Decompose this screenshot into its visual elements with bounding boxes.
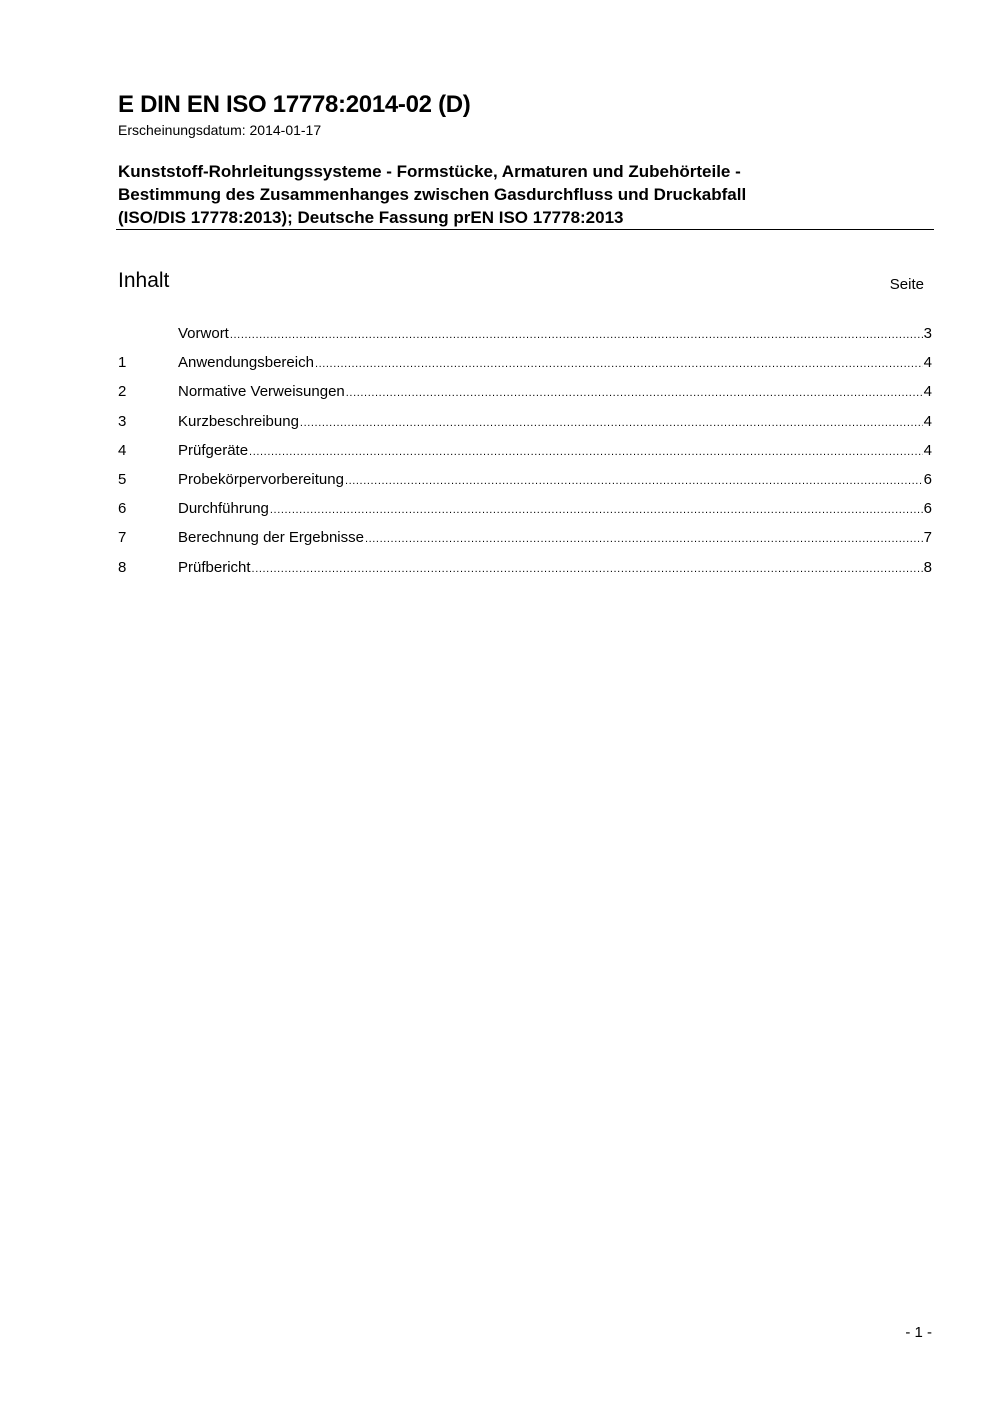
toc-entry-number: 4 xyxy=(118,441,127,459)
toc-entry-page: 7 xyxy=(923,529,932,547)
toc-entry-berechnung-der-ergebnisse[interactable] xyxy=(118,527,932,556)
toc-dot-leader xyxy=(230,324,923,346)
toc-entry-title: Prüfgeräte xyxy=(178,441,249,459)
toc-entry-title: Durchführung xyxy=(178,500,269,518)
toc-dot-leader xyxy=(345,470,923,492)
toc-entry-title: Vorwort xyxy=(178,325,229,342)
toc-entry-page: 4 xyxy=(923,354,932,372)
subtitle-line: Bestimmung des Zusammenhanges zwischen Gasdurchfluss und Druckabfall xyxy=(118,185,747,204)
toc-entry-number: 8 xyxy=(118,558,127,576)
toc-entry-durchfuehrung[interactable] xyxy=(118,498,932,527)
toc-entry-anwendungsbereich[interactable] xyxy=(118,352,932,381)
toc-entry-title: Probekörpervorbereitung xyxy=(178,470,344,488)
toc-entry-pruefgeraete[interactable] xyxy=(118,440,932,469)
publication-date: Erscheinungsdatum: 2014-01-17 xyxy=(118,122,322,138)
toc-entry-number: 2 xyxy=(118,383,127,401)
toc-entry-title: Anwendungsbereich xyxy=(178,354,314,372)
toc-entry-title: Prüfbericht xyxy=(178,558,251,576)
toc-entry-vorwort[interactable] xyxy=(118,323,932,352)
subtitle-line: (ISO/DIS 17778:2013); Deutsche Fassung prEN ISO 17778:2013 xyxy=(118,208,624,227)
document-subtitle xyxy=(118,160,918,229)
toc-entry-title: Kurzbeschreibung xyxy=(178,412,299,430)
toc-entry-pruefbericht[interactable] xyxy=(118,557,932,586)
toc-dot-leader xyxy=(346,382,923,404)
toc-dot-leader xyxy=(300,412,923,434)
toc-dot-leader xyxy=(365,528,923,550)
toc-entry-normative-verweisungen[interactable] xyxy=(118,381,932,410)
subtitle-line: Kunststoff-Rohrleitungssysteme - Formstücke, Armaturen und Zubehörteile - xyxy=(118,162,741,181)
toc-dot-leader xyxy=(270,499,923,521)
toc-entry-number: 6 xyxy=(118,500,127,518)
toc-dot-leader xyxy=(249,441,923,463)
toc-entry-number: 1 xyxy=(118,354,127,372)
document-title: E DIN EN ISO 17778:2014-02 (D) xyxy=(118,91,471,118)
toc-entry-page: 4 xyxy=(923,441,932,459)
toc-page-column-label: Seite xyxy=(889,276,924,293)
toc-entry-number: 5 xyxy=(118,470,127,488)
toc-heading: Inhalt xyxy=(118,269,170,292)
toc-entry-title: Normative Verweisungen xyxy=(178,383,345,401)
title-divider xyxy=(116,229,934,230)
toc-entry-kurzbeschreibung[interactable] xyxy=(118,411,932,440)
toc-entry-number: 7 xyxy=(118,529,127,547)
table-of-contents xyxy=(118,323,932,586)
toc-dot-leader xyxy=(252,558,923,580)
toc-entry-number: 3 xyxy=(118,412,127,430)
toc-entry-title: Berechnung der Ergebnisse xyxy=(178,529,364,547)
toc-entry-probekoerpervorbereitung[interactable] xyxy=(118,469,932,498)
toc-entry-page: 4 xyxy=(923,412,932,430)
toc-entry-page: 6 xyxy=(923,470,932,488)
page-number: - 1 - xyxy=(905,1324,932,1341)
toc-entry-page: 8 xyxy=(923,558,932,576)
toc-entry-page: 4 xyxy=(923,383,932,401)
toc-dot-leader xyxy=(315,353,923,375)
toc-entry-page: 3 xyxy=(923,325,932,342)
toc-entry-page: 6 xyxy=(923,500,932,518)
